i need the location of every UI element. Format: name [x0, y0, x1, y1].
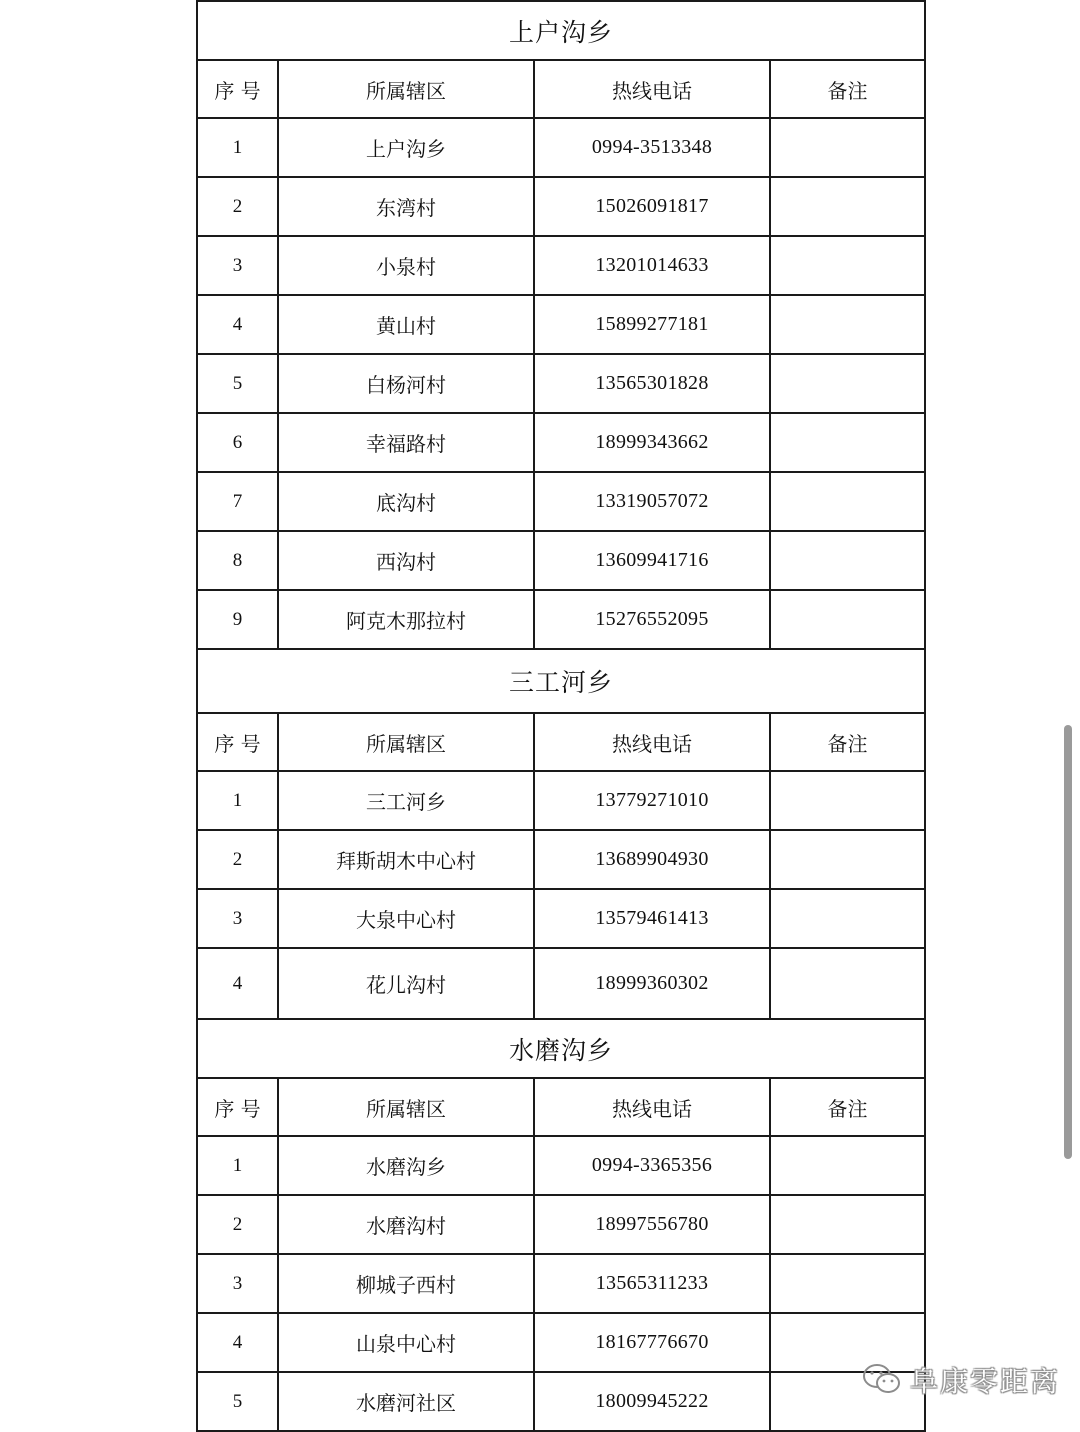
row-phone: 13779271010: [534, 771, 770, 830]
section-title-row: [197, 1, 925, 60]
row-district: 拜斯胡木中心村: [278, 830, 534, 889]
row-phone: 15276552095: [534, 590, 770, 649]
row-district: 阿克木那拉村: [278, 590, 534, 649]
row-phone: 15026091817: [534, 177, 770, 236]
row-phone: 13579461413: [534, 889, 770, 948]
row-number: 2: [197, 1195, 278, 1254]
row-district: 水磨沟村: [278, 1195, 534, 1254]
row-number: 6: [197, 413, 278, 472]
table-row: [197, 118, 925, 177]
table-row: [197, 771, 925, 830]
row-remark: [770, 413, 925, 472]
row-remark: [770, 1195, 925, 1254]
row-phone: 13565311233: [534, 1254, 770, 1313]
header-seq: 序 号: [197, 1078, 278, 1136]
row-number: 3: [197, 889, 278, 948]
header-hotline: 热线电话: [534, 1078, 770, 1136]
table-row: [197, 1313, 925, 1372]
hotline-table: [196, 0, 926, 1432]
section-title: 三工河乡: [197, 649, 925, 713]
row-district: 东湾村: [278, 177, 534, 236]
header-district: 所属辖区: [278, 1078, 534, 1136]
row-remark: [770, 948, 925, 1019]
table-row: [197, 948, 925, 1019]
row-district: 西沟村: [278, 531, 534, 590]
row-district: 上户沟乡: [278, 118, 534, 177]
row-remark: [770, 236, 925, 295]
section-title: 上户沟乡: [197, 1, 925, 60]
hotline-document: [196, 0, 924, 1432]
row-number: 1: [197, 771, 278, 830]
row-phone: 18167776670: [534, 1313, 770, 1372]
row-number: 4: [197, 1313, 278, 1372]
row-phone: 18999343662: [534, 413, 770, 472]
header-row: [197, 713, 925, 771]
row-remark: [770, 531, 925, 590]
row-district: 柳城子西村: [278, 1254, 534, 1313]
row-phone: 18999360302: [534, 948, 770, 1019]
table-row: [197, 472, 925, 531]
header-seq: 序 号: [197, 713, 278, 771]
row-remark: [770, 590, 925, 649]
wechat-icon: [862, 1363, 902, 1397]
row-number: 5: [197, 1372, 278, 1431]
row-district: 水磨沟乡: [278, 1136, 534, 1195]
row-phone: 15899277181: [534, 295, 770, 354]
table-row: [197, 295, 925, 354]
row-phone: 13609941716: [534, 531, 770, 590]
row-number: 8: [197, 531, 278, 590]
header-district: 所属辖区: [278, 60, 534, 118]
row-number: 7: [197, 472, 278, 531]
header-district: 所属辖区: [278, 713, 534, 771]
row-district: 山泉中心村: [278, 1313, 534, 1372]
table-row: [197, 1372, 925, 1431]
watermark: [862, 1360, 1060, 1400]
row-district: 水磨河社区: [278, 1372, 534, 1431]
row-district: 黄山村: [278, 295, 534, 354]
row-number: 1: [197, 1136, 278, 1195]
header-remark: 备注: [770, 60, 925, 118]
header-remark: 备注: [770, 1078, 925, 1136]
header-row: [197, 60, 925, 118]
vertical-scrollbar[interactable]: [1064, 725, 1072, 1159]
table-row: [197, 354, 925, 413]
row-number: 2: [197, 177, 278, 236]
row-remark: [770, 1136, 925, 1195]
row-phone: 18997556780: [534, 1195, 770, 1254]
table-row: [197, 590, 925, 649]
row-district: 幸福路村: [278, 413, 534, 472]
row-number: 3: [197, 1254, 278, 1313]
row-remark: [770, 830, 925, 889]
table-row: [197, 531, 925, 590]
header-seq: 序 号: [197, 60, 278, 118]
header-row: [197, 1078, 925, 1136]
row-district: 白杨河村: [278, 354, 534, 413]
row-number: 2: [197, 830, 278, 889]
table-row: [197, 236, 925, 295]
row-phone: 13201014633: [534, 236, 770, 295]
row-number: 5: [197, 354, 278, 413]
row-remark: [770, 771, 925, 830]
row-remark: [770, 354, 925, 413]
row-number: 4: [197, 948, 278, 1019]
section-title-row: [197, 649, 925, 713]
table-row: [197, 177, 925, 236]
row-district: 三工河乡: [278, 771, 534, 830]
section-title: 水磨沟乡: [197, 1019, 925, 1078]
row-remark: [770, 1254, 925, 1313]
header-remark: 备注: [770, 713, 925, 771]
row-phone: 13689904930: [534, 830, 770, 889]
row-number: 4: [197, 295, 278, 354]
section-title-row: [197, 1019, 925, 1078]
header-hotline: 热线电话: [534, 60, 770, 118]
row-phone: 13565301828: [534, 354, 770, 413]
row-district: 花儿沟村: [278, 948, 534, 1019]
row-remark: [770, 177, 925, 236]
row-number: 1: [197, 118, 278, 177]
row-remark: [770, 118, 925, 177]
row-phone: 0994-3513348: [534, 118, 770, 177]
table-row: [197, 1195, 925, 1254]
table-row: [197, 413, 925, 472]
row-remark: [770, 889, 925, 948]
table-row: [197, 830, 925, 889]
row-district: 小泉村: [278, 236, 534, 295]
row-number: 3: [197, 236, 278, 295]
table-row: [197, 1254, 925, 1313]
table-row: [197, 1136, 925, 1195]
row-district: 大泉中心村: [278, 889, 534, 948]
row-phone: 18009945222: [534, 1372, 770, 1431]
row-district: 底沟村: [278, 472, 534, 531]
row-remark: [770, 472, 925, 531]
row-remark: [770, 295, 925, 354]
row-phone: 0994-3365356: [534, 1136, 770, 1195]
table-row: [197, 889, 925, 948]
watermark-text: 阜康零距离: [910, 1365, 1061, 1398]
row-phone: 13319057072: [534, 472, 770, 531]
row-number: 9: [197, 590, 278, 649]
header-hotline: 热线电话: [534, 713, 770, 771]
